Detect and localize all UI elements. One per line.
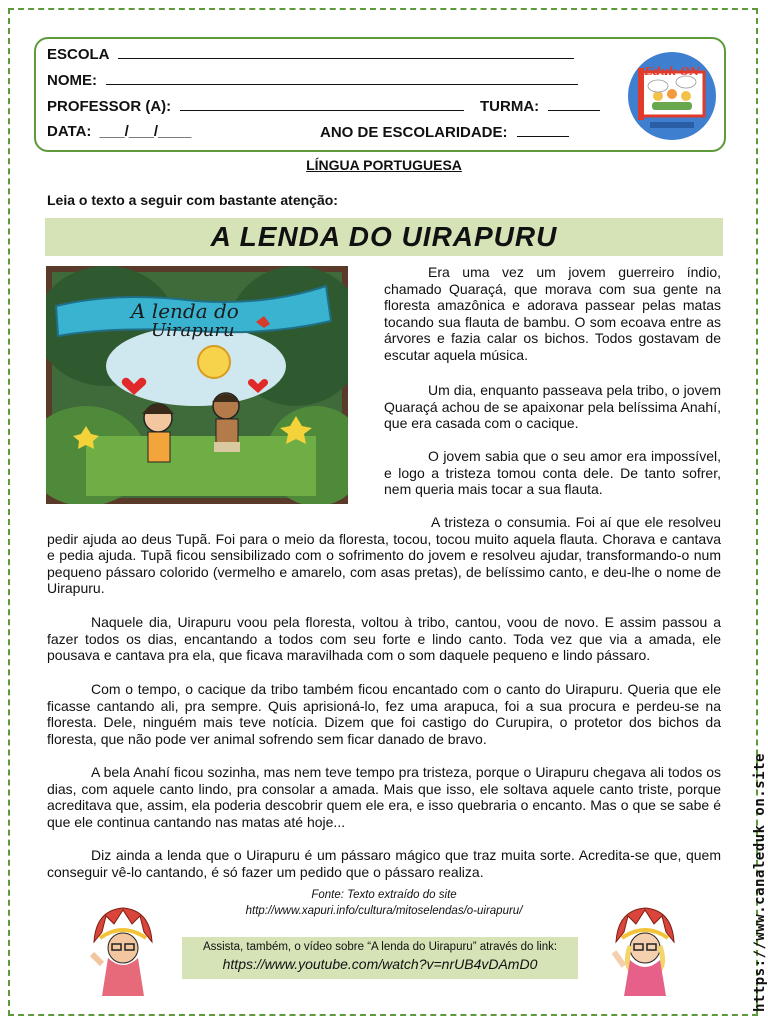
paragraph-7-text: A bela Anahí ficou sozinha, mas nem teve tempo pra tristeza, porque o Uirapuru chegava ali todos os dias, com aquele canto lindo, pra consolar a amada. Mais que isso, ele soltava aquele canto triste, porque acreditava que, assim, ela poderia descobrir quem ele era, e isso quebraria o encanto. Mas o que se sabe é que ele continua cantando nas matas até hoje... xyxy=(47,764,721,830)
professor-label: PROFESSOR (A): xyxy=(47,98,172,115)
professor-field[interactable] xyxy=(180,97,464,111)
nome-field[interactable] xyxy=(106,71,578,85)
turma-row xyxy=(480,97,600,115)
paragraph-4 xyxy=(47,514,721,597)
ano-row xyxy=(320,123,569,141)
nome-label: NOME: xyxy=(47,72,97,89)
paragraph-2 xyxy=(384,382,721,432)
video-caption: Assista, também, o vídeo sobre “A lenda do Uirapuru” através do link: xyxy=(202,941,558,953)
ano-label: ANO DE ESCOLARIDADE: xyxy=(320,124,508,141)
data-label: DATA: xyxy=(47,123,92,140)
banner-text-2: Uirapuru xyxy=(151,320,235,341)
video-box xyxy=(182,937,578,979)
illustration-graphic xyxy=(46,266,348,504)
paragraph-5-text: Naquele dia, Uirapuru voou pela floresta, voltou à tribo, cantou, voou de novo. E assim passou a fazer todos os dias, encantando a todos com seu forte e lindo canto. Toda vez que via a amada, ele pousava e cantava pra ela, que ficava maravilhada com o som daquele pequeno e lindo pássaro. xyxy=(47,614,721,663)
escola-row xyxy=(47,45,574,63)
data-field[interactable]: ___/___/____ xyxy=(99,123,192,140)
paragraph-6-text: Com o tempo, o cacique da tribo também ficou encantado com o canto do Uirapuru. Queria que ele ficasse cantando ali, pra sempre. Quis aprisioná-lo, fez uma arapuca, foi a sua procura e perdeu-se na floresta. Dele, ninguém mais teve notícia. Dizem que foi castigo do Curupira, o protetor dos bichos da floresta, que não pode ver animal sofrendo sem ficar danado de bravo. xyxy=(47,681,721,747)
source-url[interactable]: http://www.xapuri.info/cultura/mitoselendas/o-uirapuru/ xyxy=(245,905,523,917)
source-line-1: Fonte: Texto extraído do site xyxy=(311,889,457,901)
paragraph-3 xyxy=(384,448,721,498)
ano-field[interactable] xyxy=(517,123,569,137)
story-illustration xyxy=(46,266,348,504)
paragraph-1-text: Era uma vez um jovem guerreiro índio, chamado Quaraçá, que morava com sua gente na floresta amazônica e adorava passear pelas matas tocando sua flauta de bambu. O som ecoava entre as árvores e fazia calar os bichos. Todos gostavam de escutar aquela música. xyxy=(384,264,721,363)
paragraph-1 xyxy=(384,264,721,363)
professor-row xyxy=(47,97,464,115)
story-title: A LENDA DO UIRAPURU xyxy=(210,221,558,252)
subject-heading: LÍNGUA PORTUGUESA xyxy=(306,157,462,173)
instruction: Leia o texto a seguir com bastante atenção: xyxy=(47,192,338,208)
banner-text-1: A lenda do xyxy=(131,299,239,323)
paragraph-8 xyxy=(47,847,721,880)
paragraph-4-text: A tristeza o consumia. Foi aí que ele resolveu pedir ajuda ao deus Tupã. Foi para o meio da floresta, tocou, tocou muito aquela flauta. Chorava e cantava e pedia ajuda. Tupã ficou sensibilizado com o sofrimento do jovem e resolveu ajudar, transformando-o num pequeno pássaro colorido (vermelho e amarelo, com asas pretas), de belíssimo canto, e deu-lhe o nome de Uirapuru. xyxy=(47,514,721,596)
turma-label: TURMA: xyxy=(480,98,540,115)
eduk-on-logo xyxy=(628,52,716,140)
paragraph-7 xyxy=(47,764,721,830)
data-row xyxy=(47,123,191,140)
paragraph-8-text: Diz ainda a lenda que o Uirapuru é um pássaro mágico que traz muita sorte. Acredita-se que, quem conseguir vê-lo cantando, é só fazer um pedido que o pássaro realiza. xyxy=(47,847,721,880)
paragraph-6 xyxy=(47,681,721,747)
turma-field[interactable] xyxy=(548,97,600,111)
title-bar xyxy=(45,218,723,256)
paragraph-5 xyxy=(47,614,721,664)
paragraph-3-text: O jovem sabia que o seu amor era impossível, e logo a tristeza tomou conta dele. De tanto sofrer, nem queria mais tocar a sua flauta. xyxy=(384,448,721,497)
escola-label: ESCOLA xyxy=(47,46,110,63)
video-link[interactable]: https://www.youtube.com/watch?v=nrUB4vDAmD0 xyxy=(222,956,538,972)
character-left-image xyxy=(88,902,158,996)
logo-text: Eduk ON xyxy=(644,65,700,78)
paragraph-2-text: Um dia, enquanto passeava pela tribo, o jovem Quaraçá achou de se apaixonar pela belíssima Anahí, que era casada com o cacique. xyxy=(384,382,721,431)
escola-field[interactable] xyxy=(118,45,574,59)
nome-row xyxy=(47,71,578,89)
character-right-image xyxy=(610,902,680,996)
side-url[interactable]: https://www.canaleduk on.site xyxy=(752,753,768,1012)
